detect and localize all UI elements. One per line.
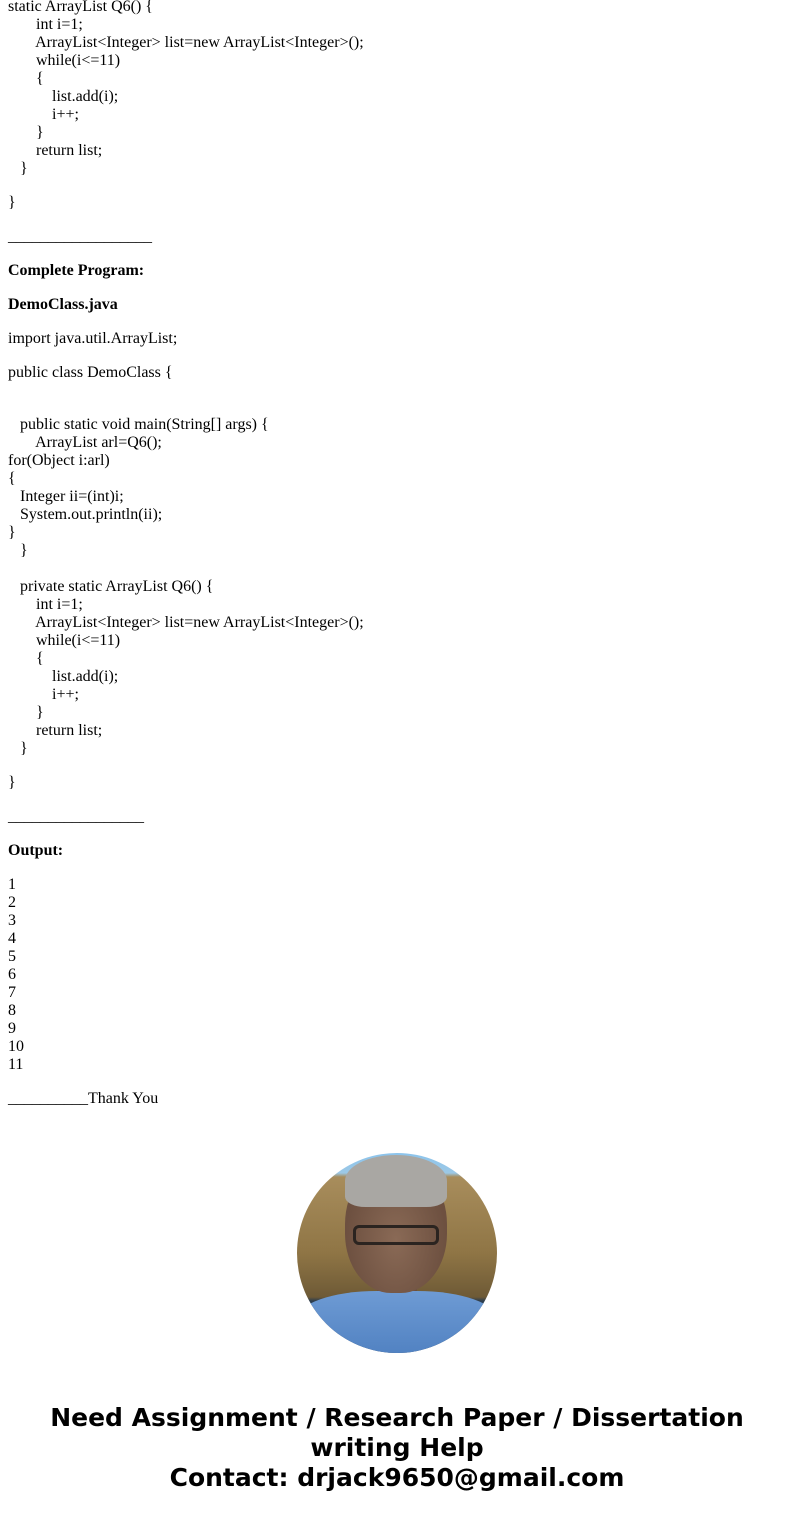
text-paragraph <box>8 194 788 212</box>
text-line: __________Thank You <box>8 1090 159 1107</box>
text-line: while(i<=11) <box>8 52 121 69</box>
text-paragraph <box>8 364 788 382</box>
author-photo <box>297 1153 497 1353</box>
text-line: int i=1; <box>8 16 83 33</box>
section-heading <box>8 296 788 314</box>
text-line: static ArrayList Q6() { <box>8 0 153 15</box>
section-heading <box>8 842 788 860</box>
text-line: list.add(i); <box>8 88 119 105</box>
text-line: list.add(i); <box>8 668 119 685</box>
text-paragraph <box>8 808 788 826</box>
text-line: 6 <box>8 966 16 983</box>
text-line: Output: <box>8 842 64 859</box>
text-paragraph <box>8 398 788 758</box>
contact-footer <box>0 1403 794 1493</box>
text-line: 2 <box>8 894 16 911</box>
text-line: 4 <box>8 930 16 947</box>
text-line: DemoClass.java <box>8 296 118 313</box>
text-line: } <box>8 194 16 211</box>
text-line: 10 <box>8 1038 24 1055</box>
text-line: return list; <box>8 722 103 739</box>
text-line: 7 <box>8 984 16 1001</box>
text-line <box>8 398 788 416</box>
text-paragraph <box>8 0 788 178</box>
text-line: { <box>8 470 16 487</box>
photo-shirt <box>297 1291 497 1353</box>
text-line: } <box>8 542 28 559</box>
text-line: } <box>8 124 44 141</box>
text-line: 3 <box>8 912 16 929</box>
text-line: System.out.println(ii); <box>8 506 163 523</box>
footer-contact-line[interactable]: Contact: drjack9650@gmail.com <box>169 1463 625 1492</box>
text-line: while(i<=11) <box>8 632 121 649</box>
text-line: { <box>8 70 44 87</box>
text-paragraph <box>8 774 788 792</box>
text-line: 9 <box>8 1020 16 1037</box>
text-line: { <box>8 650 44 667</box>
text-line: i++; <box>8 686 79 703</box>
text-line: i++; <box>8 106 79 123</box>
text-line: int i=1; <box>8 596 83 613</box>
text-line: public class DemoClass { <box>8 364 173 381</box>
text-line: private static ArrayList Q6() { <box>8 578 214 595</box>
text-line <box>8 560 788 578</box>
text-line: public static void main(String[] args) { <box>8 416 269 433</box>
text-line: } <box>8 524 16 541</box>
text-paragraph <box>8 330 788 348</box>
text-line: for(Object i:arl) <box>8 452 110 469</box>
text-line: Complete Program: <box>8 262 145 279</box>
text-line: __________________ <box>8 228 152 245</box>
text-line: _________________ <box>8 808 144 825</box>
text-line: } <box>8 160 28 177</box>
text-paragraph <box>8 1090 788 1108</box>
text-line: ArrayList<Integer> list=new ArrayList<Integer>(); <box>8 34 364 51</box>
text-line: } <box>8 704 44 721</box>
text-line: } <box>8 774 16 791</box>
text-line: 11 <box>8 1056 24 1073</box>
text-line: 5 <box>8 948 16 965</box>
text-line: } <box>8 740 28 757</box>
document-body <box>8 0 788 1124</box>
text-line: return list; <box>8 142 103 159</box>
text-paragraph <box>8 876 788 1074</box>
text-line: ArrayList<Integer> list=new ArrayList<Integer>(); <box>8 614 364 631</box>
photo-hair <box>345 1155 447 1207</box>
section-heading <box>8 262 788 280</box>
text-paragraph <box>8 228 788 246</box>
text-line: 8 <box>8 1002 16 1019</box>
text-line: 1 <box>8 876 16 893</box>
footer-line-1: Need Assignment / Research Paper / Dissertation <box>50 1403 744 1432</box>
footer-line-2: writing Help <box>310 1433 484 1462</box>
text-line: ArrayList arl=Q6(); <box>8 434 162 451</box>
photo-glasses <box>353 1225 439 1245</box>
text-line: import java.util.ArrayList; <box>8 330 178 347</box>
text-line: Integer ii=(int)i; <box>8 488 124 505</box>
